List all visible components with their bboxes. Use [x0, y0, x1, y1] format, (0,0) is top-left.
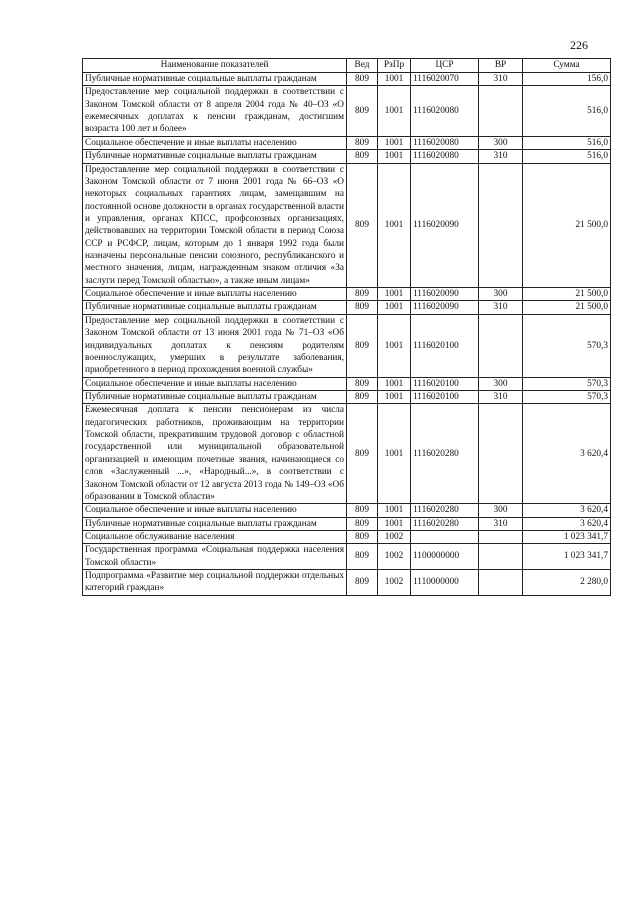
row-rzpr-cell: 1001: [378, 150, 411, 163]
header-ved: Вед: [347, 59, 378, 73]
row-sum-cell: 3 620,4: [523, 404, 611, 504]
header-sum: Сумма: [523, 59, 611, 73]
row-name-cell: Социальное обеспечение и иные выплаты населению: [83, 504, 347, 517]
row-vr-cell: [479, 314, 523, 377]
row-rzpr-cell: 1002: [378, 530, 411, 543]
row-csr-cell: 1116020100: [411, 390, 479, 403]
row-sum-cell: 1 023 341,7: [523, 544, 611, 570]
row-sum-cell: 570,3: [523, 390, 611, 403]
row-sum-cell: 570,3: [523, 377, 611, 390]
row-csr-cell: 1116020280: [411, 404, 479, 504]
row-csr-cell: 1100000000: [411, 544, 479, 570]
row-csr-cell: 1116020090: [411, 301, 479, 314]
row-name-cell: Ежемесячная доплата к пенсии пенсионерам из числа педагогических работников, проживающим на территории Томской области, прекратившим трудовой договор с областной государственной или муниципальной образовательной организацией и имеющим почетные звания, начинающиеся со слов «Заслуженный ...», «Народный...», в соответствии с Законом Томской области от 12 августа 2013 года № 149–ОЗ «Об образовании в Томской области»: [83, 404, 347, 504]
header-vr: ВР: [479, 59, 523, 73]
row-ved-cell: 809: [347, 163, 378, 288]
row-vr-cell: 310: [479, 390, 523, 403]
row-vr-cell: [479, 544, 523, 570]
header-rzpr: РзПр: [378, 59, 411, 73]
table-row: [83, 86, 611, 136]
row-ved-cell: 809: [347, 517, 378, 530]
budget-table: [82, 58, 611, 596]
row-csr-cell: 1116020280: [411, 504, 479, 517]
row-sum-cell: 21 500,0: [523, 301, 611, 314]
row-ved-cell: 809: [347, 150, 378, 163]
row-name-cell: Государственная программа «Социальная поддержка населения Томской области»: [83, 544, 347, 570]
row-vr-cell: 300: [479, 504, 523, 517]
row-sum-cell: 2 280,0: [523, 570, 611, 596]
row-name-cell: Предоставление мер социальной поддержки в соответствии с Законом Томской области от 7 июня 2001 года № 66–ОЗ «О некоторых социальных гарантиях лицам, замещавшим на постоянной основе должности в органах государственной власти и управления, органах КПСС, профсоюзных организациях, действовавших на территории Томской области в период Союза ССР и РСФСР, лицам, которым до 1 января 1992 года были назначены персональные пенсии союзного, республиканского и местного значения, лицам, награжденным знаком отличия «За заслуги перед Томской областью», а также иным лицам»: [83, 163, 347, 288]
row-ved-cell: 809: [347, 86, 378, 136]
header-name: Наименование показателей: [83, 59, 347, 73]
row-csr-cell: 1116020080: [411, 86, 479, 136]
row-ved-cell: 809: [347, 288, 378, 301]
row-csr-cell: 1116020100: [411, 314, 479, 377]
table-row: [83, 530, 611, 543]
table-row: [83, 73, 611, 86]
table-row: [83, 570, 611, 596]
row-ved-cell: 809: [347, 390, 378, 403]
row-sum-cell: 516,0: [523, 86, 611, 136]
row-rzpr-cell: 1001: [378, 377, 411, 390]
row-name-cell: Социальное обеспечение и иные выплаты населению: [83, 136, 347, 149]
row-name-cell: Социальное обеспечение и иные выплаты населению: [83, 288, 347, 301]
row-name-cell: Публичные нормативные социальные выплаты гражданам: [83, 517, 347, 530]
table-body: [83, 73, 611, 596]
table-row: [83, 404, 611, 504]
row-vr-cell: 310: [479, 517, 523, 530]
row-ved-cell: 809: [347, 544, 378, 570]
table-row: [83, 163, 611, 288]
row-sum-cell: 21 500,0: [523, 288, 611, 301]
row-sum-cell: 21 500,0: [523, 163, 611, 288]
table-row: [83, 544, 611, 570]
row-ved-cell: 809: [347, 404, 378, 504]
row-vr-cell: 300: [479, 288, 523, 301]
row-vr-cell: [479, 570, 523, 596]
row-name-cell: Предоставление мер социальной поддержки в соответствии с Законом Томской области от 13 июня 2001 года № 71–ОЗ «Об индивидуальных доплатах к пенсиям родителям военнослужащих, умерших в результате заболевания, приобретенного в период прохождения военной службы»: [83, 314, 347, 377]
table-header-row: [83, 59, 611, 73]
row-name-cell: Подпрограмма «Развитие мер социальной поддержки отдельных категорий граждан»: [83, 570, 347, 596]
row-csr-cell: 1116020070: [411, 73, 479, 86]
row-ved-cell: 809: [347, 73, 378, 86]
row-csr-cell: 1116020090: [411, 163, 479, 288]
row-ved-cell: 809: [347, 301, 378, 314]
table-row: [83, 301, 611, 314]
row-rzpr-cell: 1001: [378, 86, 411, 136]
row-csr-cell: 1116020090: [411, 288, 479, 301]
row-vr-cell: 310: [479, 301, 523, 314]
page-number: 226: [570, 38, 588, 52]
row-rzpr-cell: 1001: [378, 301, 411, 314]
row-ved-cell: 809: [347, 136, 378, 149]
row-sum-cell: 3 620,4: [523, 517, 611, 530]
row-csr-cell: 1116020280: [411, 517, 479, 530]
row-rzpr-cell: 1001: [378, 136, 411, 149]
table-row: [83, 377, 611, 390]
row-rzpr-cell: 1001: [378, 404, 411, 504]
table-row: [83, 517, 611, 530]
row-ved-cell: 809: [347, 377, 378, 390]
row-name-cell: Социальное обслуживание населения: [83, 530, 347, 543]
row-ved-cell: 809: [347, 314, 378, 377]
row-rzpr-cell: 1001: [378, 73, 411, 86]
row-sum-cell: 156,0: [523, 73, 611, 86]
row-csr-cell: [411, 530, 479, 543]
table-row: [83, 288, 611, 301]
row-vr-cell: [479, 86, 523, 136]
row-sum-cell: 516,0: [523, 136, 611, 149]
row-csr-cell: 1116020080: [411, 150, 479, 163]
row-csr-cell: 1116020080: [411, 136, 479, 149]
row-ved-cell: 809: [347, 530, 378, 543]
row-name-cell: Публичные нормативные социальные выплаты гражданам: [83, 73, 347, 86]
row-rzpr-cell: 1002: [378, 544, 411, 570]
row-name-cell: Публичные нормативные социальные выплаты гражданам: [83, 301, 347, 314]
table-row: [83, 136, 611, 149]
row-sum-cell: 516,0: [523, 150, 611, 163]
table-row: [83, 150, 611, 163]
row-name-cell: Предоставление мер социальной поддержки в соответствии с Законом Томской области от 8 апреля 2004 года № 40–ОЗ «О ежемесячных доплатах к пенсии гражданам, достигшим возраста 100 лет и более»: [83, 86, 347, 136]
row-csr-cell: 1116020100: [411, 377, 479, 390]
row-vr-cell: [479, 404, 523, 504]
table-row: [83, 314, 611, 377]
row-sum-cell: 570,3: [523, 314, 611, 377]
row-rzpr-cell: 1002: [378, 570, 411, 596]
row-vr-cell: 310: [479, 150, 523, 163]
row-rzpr-cell: 1001: [378, 163, 411, 288]
row-name-cell: Публичные нормативные социальные выплаты гражданам: [83, 390, 347, 403]
row-vr-cell: [479, 163, 523, 288]
row-vr-cell: 300: [479, 377, 523, 390]
row-ved-cell: 809: [347, 570, 378, 596]
row-sum-cell: 1 023 341,7: [523, 530, 611, 543]
header-csr: ЦСР: [411, 59, 479, 73]
row-ved-cell: 809: [347, 504, 378, 517]
table-row: [83, 390, 611, 403]
row-rzpr-cell: 1001: [378, 390, 411, 403]
row-vr-cell: 300: [479, 136, 523, 149]
row-vr-cell: 310: [479, 73, 523, 86]
row-rzpr-cell: 1001: [378, 517, 411, 530]
row-rzpr-cell: 1001: [378, 288, 411, 301]
row-rzpr-cell: 1001: [378, 314, 411, 377]
row-csr-cell: 1110000000: [411, 570, 479, 596]
row-vr-cell: [479, 530, 523, 543]
row-name-cell: Социальное обеспечение и иные выплаты населению: [83, 377, 347, 390]
row-rzpr-cell: 1001: [378, 504, 411, 517]
row-sum-cell: 3 620,4: [523, 504, 611, 517]
table-row: [83, 504, 611, 517]
row-name-cell: Публичные нормативные социальные выплаты гражданам: [83, 150, 347, 163]
